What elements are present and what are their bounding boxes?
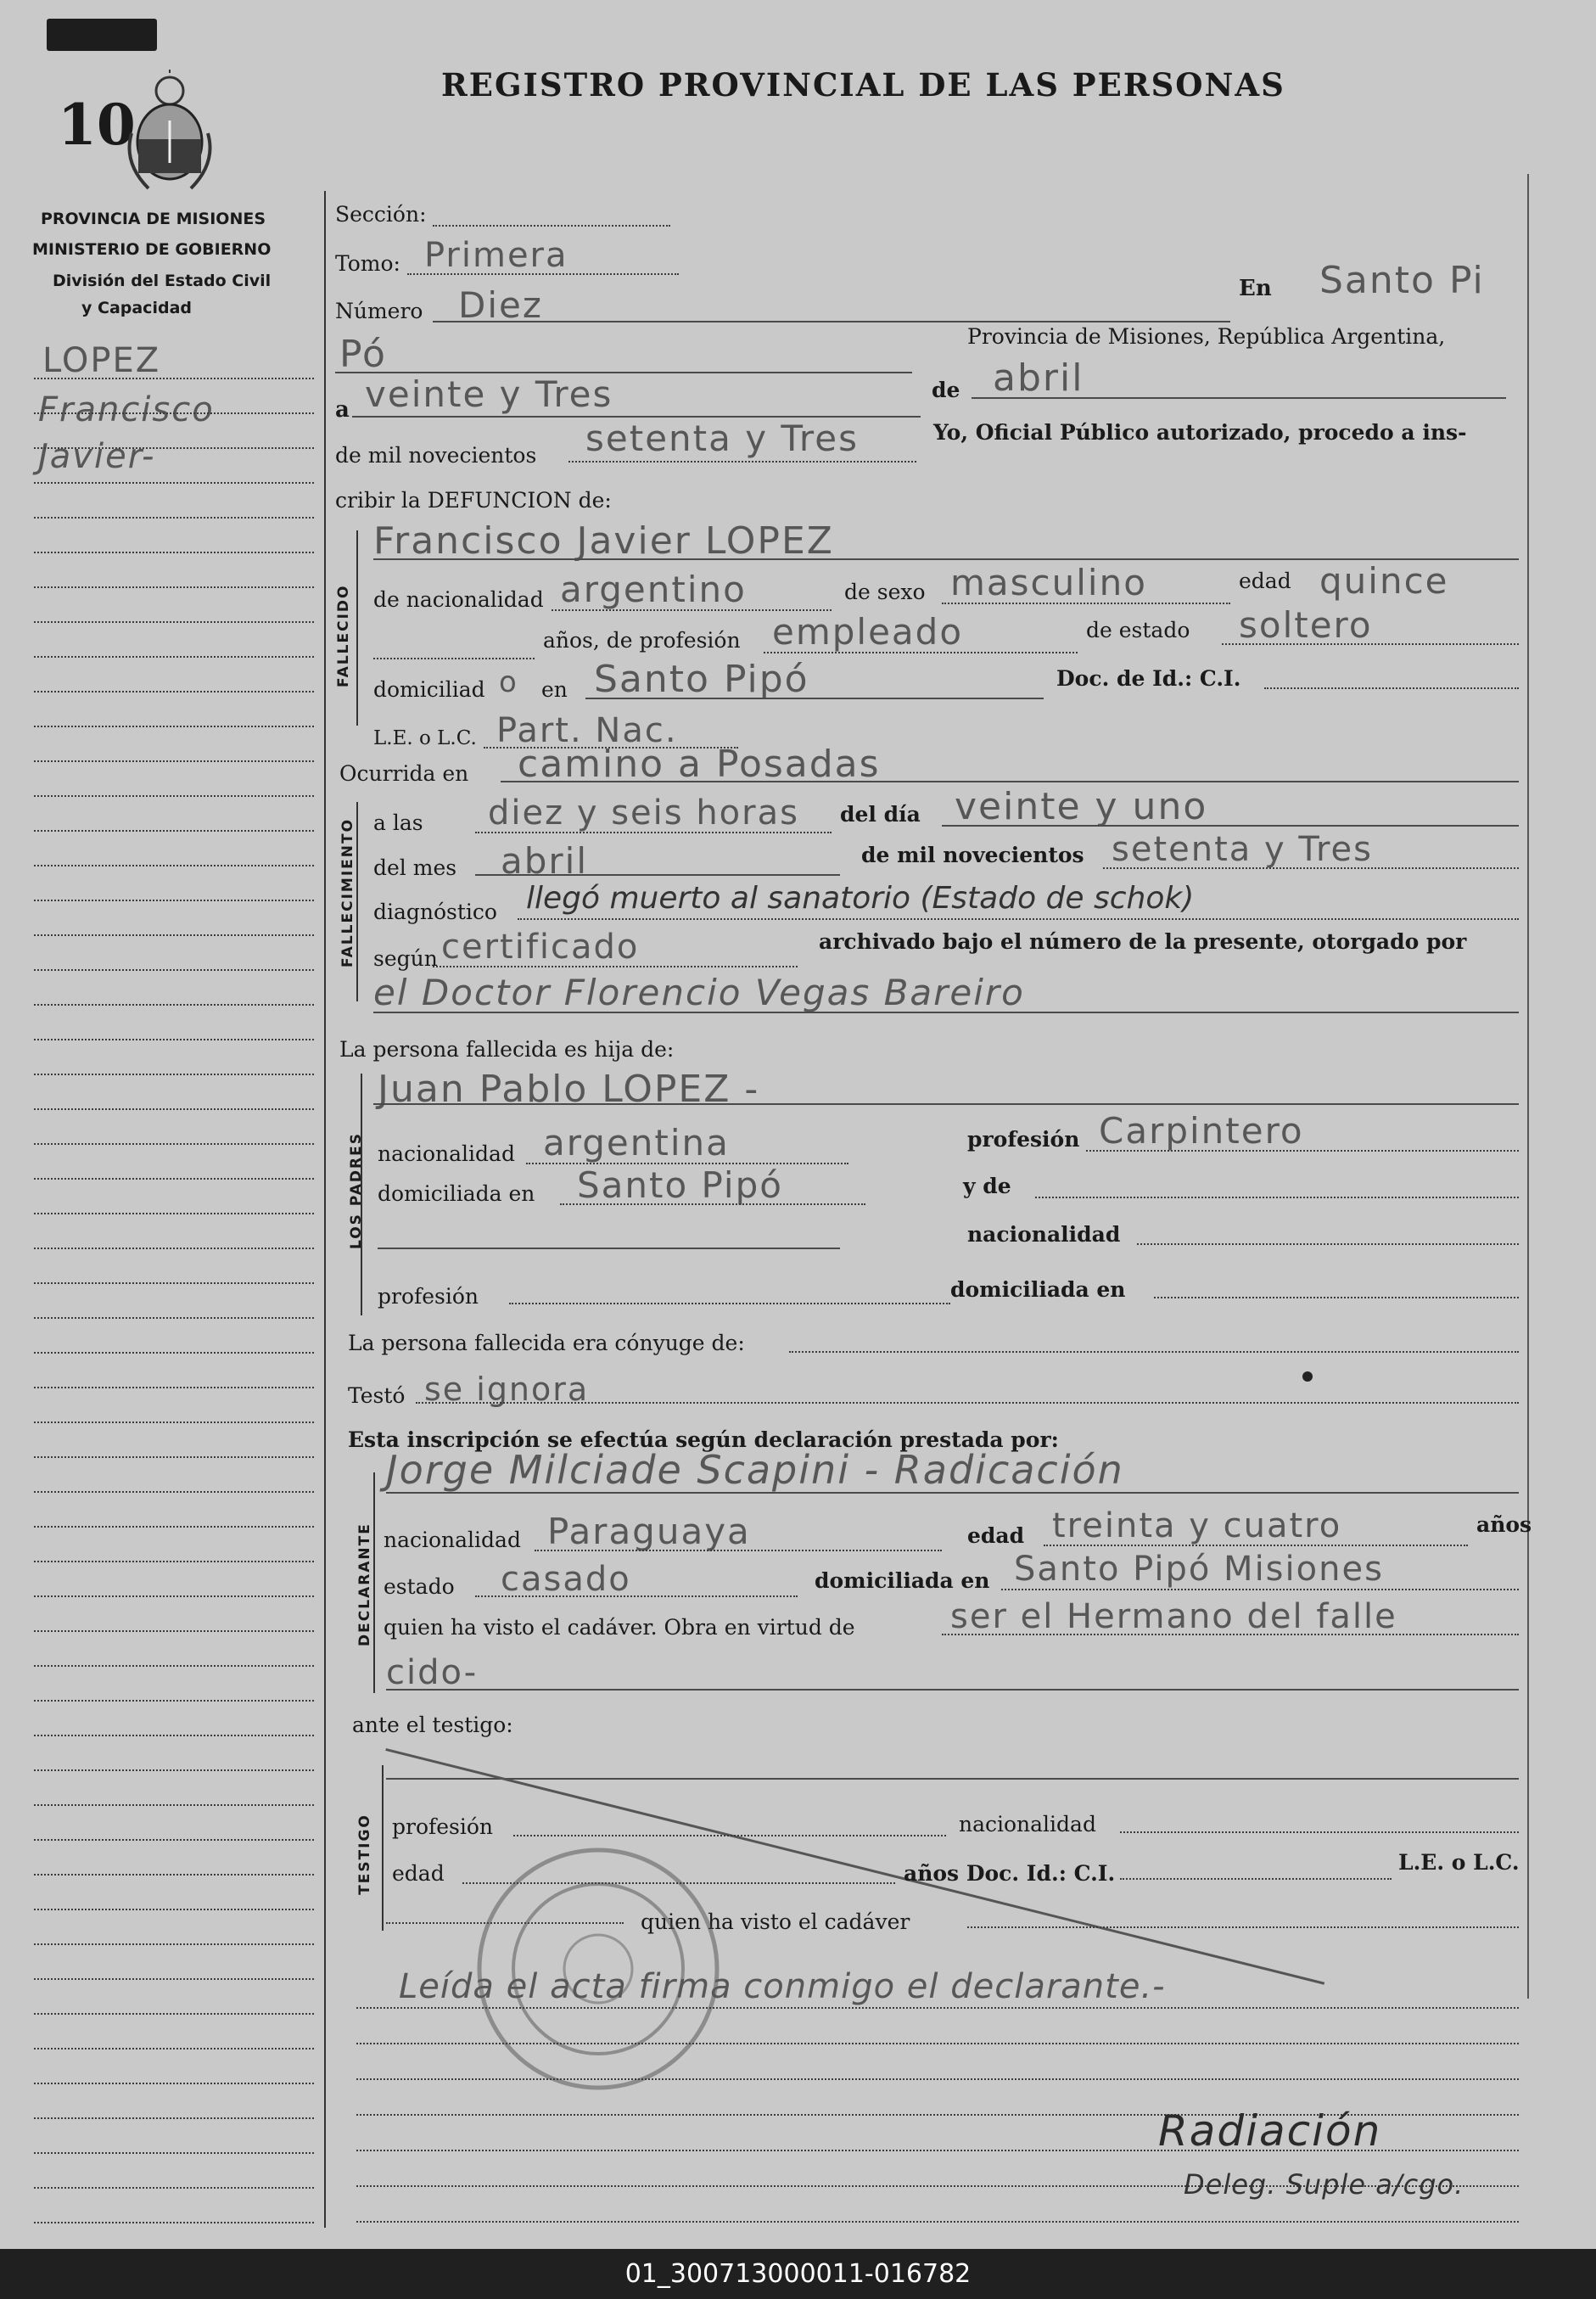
madre-prof-line	[509, 1303, 950, 1304]
estado-label: de estado	[1086, 618, 1190, 642]
testigo-label: ante el testigo:	[352, 1713, 513, 1737]
margin-rule	[34, 1700, 314, 1702]
hora-line	[475, 832, 832, 833]
place-value-1: Santo Pi	[1319, 259, 1485, 302]
profesion-line	[764, 652, 1078, 653]
margin-rule	[34, 1074, 314, 1075]
margin-rule	[34, 1352, 314, 1354]
edad-value: quince	[1319, 560, 1449, 602]
margin-rule	[34, 2152, 314, 2154]
sexo-value: masculino	[950, 562, 1147, 603]
margin-rule	[34, 1526, 314, 1528]
margin-rule	[34, 1248, 314, 1249]
testigo-bracket	[382, 1765, 384, 1931]
margin-rule	[34, 1178, 314, 1180]
provincia-label: Provincia de Misiones, República Argentina,	[967, 324, 1446, 349]
tomo-label: Tomo:	[335, 251, 400, 276]
de-label: de	[932, 378, 960, 402]
margin-rule	[34, 691, 314, 693]
deceased-name: Francisco Javier LOPEZ	[373, 519, 834, 563]
segun-label: según	[373, 946, 438, 971]
year-value: setenta y Tres	[585, 418, 859, 459]
mes-value: abril	[501, 840, 589, 882]
t-nac-label: nacionalidad	[959, 1812, 1096, 1836]
padre-nac-value: argentina	[543, 1122, 730, 1164]
margin-rule	[34, 760, 314, 762]
margin-rule	[34, 1735, 314, 1736]
archivado-label: archivado bajo el número de la presente, otorgado por	[819, 929, 1467, 954]
del-mes-label: del mes	[373, 855, 457, 880]
decl-nac-value: Paraguaya	[547, 1511, 751, 1552]
testigo-side-label: TESTIGO	[356, 1814, 373, 1895]
margin-rule	[34, 934, 314, 936]
del-dia-label: del día	[840, 802, 921, 827]
domiciliad-label: domiciliad	[373, 677, 485, 702]
closing-note: Leída el acta firma conmigo el declarante.-	[399, 1967, 1166, 2006]
month-line	[972, 397, 1506, 399]
madre-nac-label: nacionalidad	[967, 1222, 1121, 1247]
doc-id-line	[1264, 687, 1519, 689]
t-prof-label: profesión	[392, 1814, 494, 1839]
edad-cont-line	[373, 658, 535, 659]
margin-rule	[34, 656, 314, 658]
visto-label: quien ha visto el cadáver. Obra en virtud de	[384, 1615, 855, 1640]
edad-label: edad	[1239, 569, 1291, 593]
oficial-label: Yo, Oficial Público autorizado, procedo a ins-	[933, 420, 1467, 445]
org-line-4: y Capacidad	[81, 299, 192, 317]
margin-rule	[34, 900, 314, 901]
margin-rule	[34, 2187, 314, 2189]
month-value: abril	[993, 356, 1084, 400]
margin-rule	[34, 1943, 314, 1945]
dia-value: veinte y uno	[955, 785, 1208, 828]
padre-prof-value: Carpintero	[1099, 1110, 1304, 1152]
margin-rule	[34, 1108, 314, 1110]
madre-line	[378, 1248, 840, 1249]
mes-line	[475, 874, 840, 876]
margin-rule	[34, 2083, 314, 2084]
margin-rule	[34, 1213, 314, 1214]
doctor-value: el Doctor Florencio Vegas Bareiro	[373, 972, 1025, 1013]
padre-name: Juan Pablo LOPEZ -	[378, 1068, 760, 1111]
sexo-label: de sexo	[844, 580, 926, 604]
le-label: L.E. o L.C.	[373, 727, 477, 749]
doc-id-label: Doc. de Id.: C.I.	[1056, 666, 1241, 691]
domicilio-line	[585, 698, 1044, 699]
margin-rule	[34, 1561, 314, 1562]
hija-label: La persona fallecida es hija de:	[339, 1037, 675, 1062]
decl-virtud-line-2	[386, 1689, 1519, 1691]
org-line-1: PROVINCIA DE MISIONES	[41, 210, 266, 228]
estado-value: soltero	[1239, 604, 1373, 646]
margin-rule	[34, 1039, 314, 1040]
decl-dom-value: Santo Pipó Misiones	[1014, 1550, 1384, 1589]
a-las-label: a las	[373, 810, 423, 835]
seccion-label: Sección:	[335, 202, 427, 227]
margin-rule	[34, 1665, 314, 1667]
top-left-mark	[47, 19, 157, 51]
y-de-label: y de	[963, 1174, 1011, 1198]
padre-dom-value: Santo Pipó	[577, 1164, 783, 1206]
decl-nac-label: nacionalidad	[384, 1528, 521, 1552]
t-le-label: L.E. o L.C.	[1398, 1850, 1520, 1875]
decl-anos-label: años	[1476, 1512, 1532, 1537]
ocurrida-label: Ocurrida en	[339, 761, 469, 786]
page-title: REGISTRO PROVINCIAL DE LAS PERSONAS	[441, 66, 1285, 104]
note-rule	[356, 2007, 1519, 2009]
profesion-value: empleado	[772, 611, 964, 653]
document-id-footer: 01_300713000011-016782	[0, 2249, 1596, 2299]
decl-edad-label: edad	[967, 1523, 1025, 1548]
le-value: Part. Nac.	[496, 711, 678, 750]
anio-line	[1103, 867, 1519, 869]
domicilio-value: Santo Pipó	[594, 658, 809, 701]
signature: Radiación	[1158, 2106, 1382, 2156]
en2-label: en	[541, 677, 568, 702]
margin-rule	[34, 1595, 314, 1597]
declarante-line	[386, 1492, 1519, 1494]
declarante-name: Jorge Milciade Scapini - Radicación	[386, 1447, 1124, 1493]
margin-rule	[34, 1282, 314, 1284]
corner-number: 10	[58, 92, 136, 158]
testigo-name-line	[386, 1778, 1519, 1780]
margin-rule	[34, 378, 314, 379]
place-value-2: Pó	[339, 333, 387, 376]
margin-rule	[34, 1769, 314, 1771]
margin-rule	[34, 1630, 314, 1632]
margin-rule	[34, 2117, 314, 2119]
declaracion-label: Esta inscripción se efectúa según declaración prestada por:	[348, 1427, 1059, 1452]
testo-line	[416, 1402, 1519, 1404]
left-border	[324, 191, 326, 2228]
margin-rule	[34, 726, 314, 727]
conyuge-line	[789, 1351, 1519, 1353]
doctor-line	[373, 1012, 1519, 1013]
conyuge-label: La persona fallecida era cónyuge de:	[348, 1331, 745, 1355]
decl-estado-label: estado	[384, 1574, 455, 1599]
a-label: a	[335, 397, 350, 423]
margin-rule	[34, 1421, 314, 1423]
padres-label: LOS PADRES	[348, 1132, 365, 1249]
nacionalidad-label: de nacionalidad	[373, 587, 544, 612]
numero-line	[433, 321, 1230, 322]
org-line-2: MINISTERIO DE GOBIERNO	[32, 240, 272, 259]
numero-label: Número	[335, 299, 423, 323]
margin-rule	[34, 517, 314, 519]
margin-rule	[34, 1874, 314, 1876]
estado-line	[1222, 643, 1519, 645]
year-line	[568, 461, 916, 463]
diagnostico-value: llegó muerto al sanatorio (Estado de schok)	[526, 881, 1195, 916]
t-visto-line-2	[967, 1926, 1519, 1928]
margin-rule	[34, 830, 314, 832]
margin-rule	[34, 1317, 314, 1319]
margin-rule	[34, 412, 314, 414]
margin-rule	[34, 1804, 314, 1806]
margin-rule	[34, 2222, 314, 2223]
signature-title: Deleg. Suple a/cgo.	[1184, 2168, 1464, 2201]
margin-rule	[34, 1839, 314, 1841]
ocurrida-value: camino a Posadas	[518, 743, 881, 786]
decl-estado-line	[475, 1595, 798, 1597]
hora-value: diez y seis horas	[488, 793, 799, 833]
sexo-line	[942, 603, 1230, 604]
decl-dom-label: domiciliada en	[815, 1568, 990, 1593]
decl-estado-value: casado	[501, 1560, 631, 1599]
tomo-line	[407, 273, 679, 275]
margin-rule	[34, 1004, 314, 1006]
margin-rule	[34, 447, 314, 449]
margin-rule	[34, 1491, 314, 1493]
anio-value: setenta y Tres	[1112, 830, 1373, 869]
org-line-3: División del Estado Civil	[53, 272, 272, 290]
note-rule	[356, 2221, 1519, 2223]
segun-value: certificado	[441, 928, 640, 967]
madre-dom-label: domiciliada en	[950, 1277, 1126, 1302]
note-rule	[356, 2043, 1519, 2044]
declarante-bracket	[373, 1472, 375, 1693]
t-doc-line	[1120, 1878, 1392, 1880]
domicilio-suffix: o	[499, 665, 518, 699]
decl-nac-line	[535, 1550, 942, 1551]
testo-label: Testó	[348, 1383, 406, 1408]
decl-virtud-value-2: cido-	[386, 1653, 479, 1692]
margin-surname: LOPEZ	[42, 341, 161, 380]
coat-of-arms-icon	[123, 70, 216, 197]
fallecido-label: FALLECIDO	[335, 584, 352, 687]
right-border	[1527, 174, 1529, 1999]
dia-line	[942, 825, 1519, 827]
margin-rule	[34, 482, 314, 484]
declarante-label: DECLARANTE	[356, 1522, 373, 1646]
padre-prof-line	[1086, 1150, 1519, 1152]
numero-value: Diez	[458, 284, 543, 326]
madre-prof-label: profesión	[378, 1284, 479, 1309]
t-prof-line	[513, 1835, 946, 1836]
margin-rule	[34, 586, 314, 588]
segun-line	[433, 966, 798, 967]
nacionalidad-value: argentino	[560, 569, 747, 610]
inscribir-label: cribir la DEFUNCION de:	[335, 488, 612, 513]
decl-edad-line	[1044, 1545, 1468, 1546]
margin-rule	[34, 621, 314, 623]
margin-rule	[34, 1387, 314, 1388]
padre-line	[373, 1103, 1519, 1105]
madre-nac-line	[1137, 1243, 1519, 1245]
margin-rule	[34, 552, 314, 553]
fallecido-bracket	[356, 530, 358, 726]
fallecimiento-label: FALLECIMIENTO	[339, 817, 356, 967]
padre-dom-label: domiciliada en	[378, 1181, 535, 1206]
t-doc-label: años Doc. Id.: C.I.	[904, 1861, 1116, 1886]
margin-rule	[34, 2048, 314, 2049]
t-edad-label: edad	[392, 1861, 445, 1886]
note-rule	[356, 2078, 1519, 2080]
margin-rule	[34, 1143, 314, 1145]
padre-dom-line	[560, 1203, 865, 1205]
margin-rule	[34, 1909, 314, 1910]
fallecimiento-bracket	[356, 802, 358, 1001]
madre-dom-line	[1154, 1297, 1519, 1298]
decl-virtud-value: ser el Hermano del falle	[950, 1597, 1397, 1636]
margin-rule	[34, 1978, 314, 1980]
diagnostico-line	[518, 918, 1519, 920]
de-mil2-label: de mil novecientos	[861, 843, 1084, 867]
t-visto-label: quien ha visto el cadáver	[641, 1909, 910, 1934]
day-value: veinte y Tres	[365, 373, 613, 415]
decl-virtud-line	[942, 1634, 1519, 1635]
ink-dot	[1302, 1371, 1313, 1382]
profesion-label: años, de profesión	[543, 628, 741, 653]
margin-rule	[34, 969, 314, 971]
diagnostico-label: diagnóstico	[373, 900, 497, 924]
padre-nac-label: nacionalidad	[378, 1141, 515, 1166]
margin-rule	[34, 865, 314, 866]
decl-edad-value: treinta y cuatro	[1052, 1506, 1342, 1545]
margin-rule	[34, 1456, 314, 1458]
decl-dom-line	[1001, 1589, 1519, 1590]
en-label: En	[1239, 276, 1272, 301]
tomo-value: Primera	[424, 236, 568, 275]
y-de-line	[1035, 1197, 1519, 1198]
margin-middlename: Javier-	[38, 437, 156, 476]
de-mil-label: de mil novecientos	[335, 443, 537, 468]
margin-rule	[34, 795, 314, 797]
margin-rule	[34, 2013, 314, 2015]
seccion-line	[433, 225, 670, 227]
t-nac-line	[1120, 1831, 1519, 1833]
padre-prof-label: profesión	[967, 1127, 1080, 1152]
ocurrida-line	[501, 781, 1519, 782]
testo-value: se ignora	[424, 1371, 590, 1408]
margin-firstname: Francisco	[38, 390, 215, 429]
